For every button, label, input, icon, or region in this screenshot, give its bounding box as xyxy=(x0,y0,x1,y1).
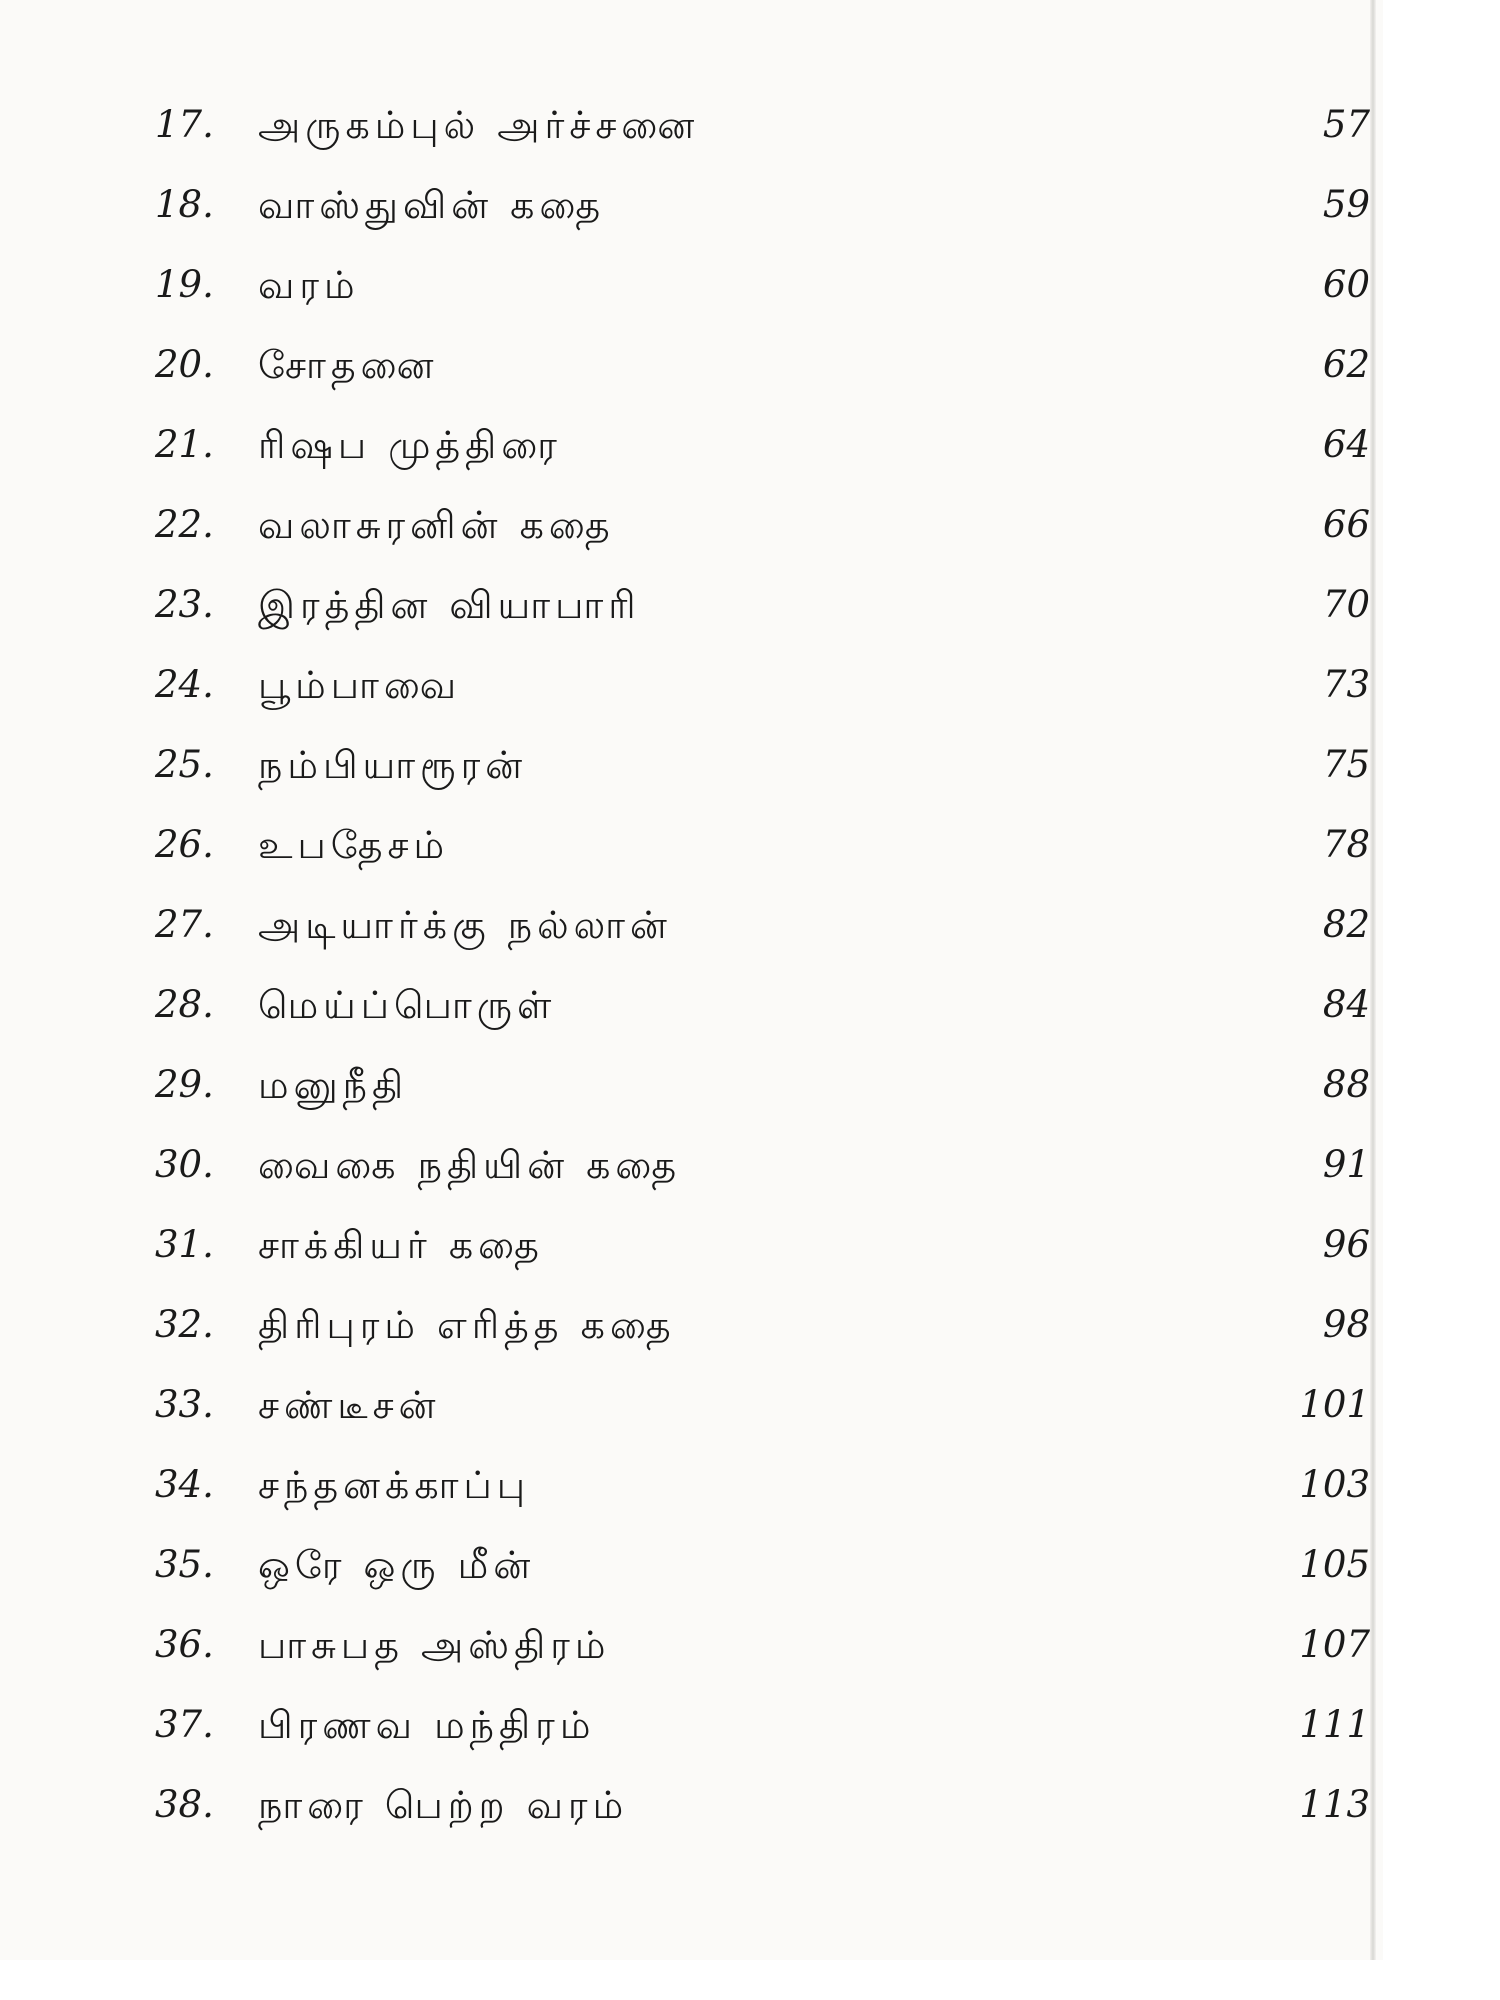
entry-page-number: 105 xyxy=(1299,1543,1370,1586)
toc-entry xyxy=(155,1700,1370,1780)
entry-page-number: 98 xyxy=(1322,1303,1370,1346)
entry-number: 27. xyxy=(155,903,214,946)
entry-title: மனுநீதி xyxy=(258,1063,409,1107)
entry-number: 24. xyxy=(155,663,214,706)
entry-title: வரம் xyxy=(258,263,360,307)
entry-title: சாக்கியர் கதை xyxy=(258,1223,544,1267)
entry-number: 32. xyxy=(155,1303,214,1346)
entry-title: பிரணவ மந்திரம் xyxy=(258,1703,596,1747)
toc-entry xyxy=(155,1220,1370,1300)
entry-number: 30. xyxy=(155,1143,214,1186)
toc-entry xyxy=(155,820,1370,900)
entry-number: 22. xyxy=(155,503,214,546)
entry-number: 36. xyxy=(155,1623,214,1666)
entry-page-number: 62 xyxy=(1322,343,1370,386)
entry-page-number: 88 xyxy=(1322,1063,1370,1106)
toc-entry xyxy=(155,260,1370,340)
toc-entry xyxy=(155,500,1370,580)
entry-title: பூம்பாவை xyxy=(258,663,462,707)
entry-page-number: 82 xyxy=(1322,903,1370,946)
toc-entry xyxy=(155,1540,1370,1620)
entry-title: வலாசுரனின் கதை xyxy=(258,503,615,547)
entry-title: அடியார்க்கு நல்லான் xyxy=(258,903,672,947)
entry-number: 18. xyxy=(155,183,214,226)
toc-entry xyxy=(155,1140,1370,1220)
entry-page-number: 64 xyxy=(1322,423,1370,466)
entry-page-number: 75 xyxy=(1322,743,1370,786)
entry-number: 38. xyxy=(155,1783,214,1826)
entry-page-number: 70 xyxy=(1322,583,1370,626)
entry-number: 23. xyxy=(155,583,214,626)
toc-entry xyxy=(155,900,1370,980)
toc-entry xyxy=(155,740,1370,820)
toc-entry xyxy=(155,340,1370,420)
entry-number: 20. xyxy=(155,343,214,386)
table-of-contents xyxy=(155,100,1370,1860)
entry-title: திரிபுரம் எரித்த கதை xyxy=(258,1303,676,1347)
toc-entry xyxy=(155,580,1370,660)
toc-entry xyxy=(155,980,1370,1060)
toc-entry xyxy=(155,420,1370,500)
entry-title: உபதேசம் xyxy=(258,823,450,867)
entry-number: 34. xyxy=(155,1463,214,1506)
entry-title: மெய்ப்பொருள் xyxy=(258,983,557,1027)
toc-entry xyxy=(155,1060,1370,1140)
entry-title: அருகம்புல் அர்ச்சனை xyxy=(258,103,700,147)
entry-number: 29. xyxy=(155,1063,214,1106)
toc-entry xyxy=(155,660,1370,740)
entry-title: ஒரே ஒரு மீன் xyxy=(258,1543,536,1587)
entry-title: பாசுபத அஸ்திரம் xyxy=(258,1623,611,1667)
entry-page-number: 113 xyxy=(1299,1783,1370,1826)
toc-entry xyxy=(155,1460,1370,1540)
toc-entry xyxy=(155,1380,1370,1460)
entry-number: 28. xyxy=(155,983,214,1026)
entry-page-number: 84 xyxy=(1322,983,1370,1026)
entry-number: 21. xyxy=(155,423,214,466)
entry-page-number: 111 xyxy=(1299,1703,1370,1746)
entry-page-number: 66 xyxy=(1322,503,1370,546)
entry-title: இரத்தின வியாபாரி xyxy=(258,583,641,627)
entry-page-number: 101 xyxy=(1299,1383,1370,1426)
entry-number: 31. xyxy=(155,1223,214,1266)
entry-number: 33. xyxy=(155,1383,214,1426)
entry-page-number: 57 xyxy=(1322,103,1370,146)
entry-page-number: 73 xyxy=(1322,663,1370,706)
entry-title: வைகை நதியின் கதை xyxy=(258,1143,682,1187)
page-edge xyxy=(1370,0,1376,1960)
toc-entry xyxy=(155,100,1370,180)
entry-page-number: 60 xyxy=(1322,263,1370,306)
entry-page-number: 78 xyxy=(1322,823,1370,866)
entry-page-number: 59 xyxy=(1322,183,1370,226)
entry-page-number: 107 xyxy=(1299,1623,1370,1666)
toc-entry xyxy=(155,180,1370,260)
entry-title: வாஸ்துவின் கதை xyxy=(258,183,606,227)
entry-number: 17. xyxy=(155,103,214,146)
entry-title: நாரை பெற்ற வரம் xyxy=(258,1783,629,1827)
entry-number: 19. xyxy=(155,263,214,306)
entry-page-number: 91 xyxy=(1322,1143,1370,1186)
entry-number: 25. xyxy=(155,743,214,786)
entry-title: நம்பியாரூரன் xyxy=(258,743,528,787)
entry-title: சந்தனக்காப்பு xyxy=(258,1463,531,1507)
toc-entry xyxy=(155,1780,1370,1860)
entry-number: 35. xyxy=(155,1543,214,1586)
toc-entry xyxy=(155,1300,1370,1380)
entry-title: ரிஷப முத்திரை xyxy=(258,423,562,467)
entry-title: சோதனை xyxy=(258,343,439,387)
toc-entry xyxy=(155,1620,1370,1700)
entry-number: 26. xyxy=(155,823,214,866)
entry-title: சண்டீசன் xyxy=(258,1383,441,1427)
entry-page-number: 96 xyxy=(1322,1223,1370,1266)
entry-number: 37. xyxy=(155,1703,214,1746)
entry-page-number: 103 xyxy=(1299,1463,1370,1506)
